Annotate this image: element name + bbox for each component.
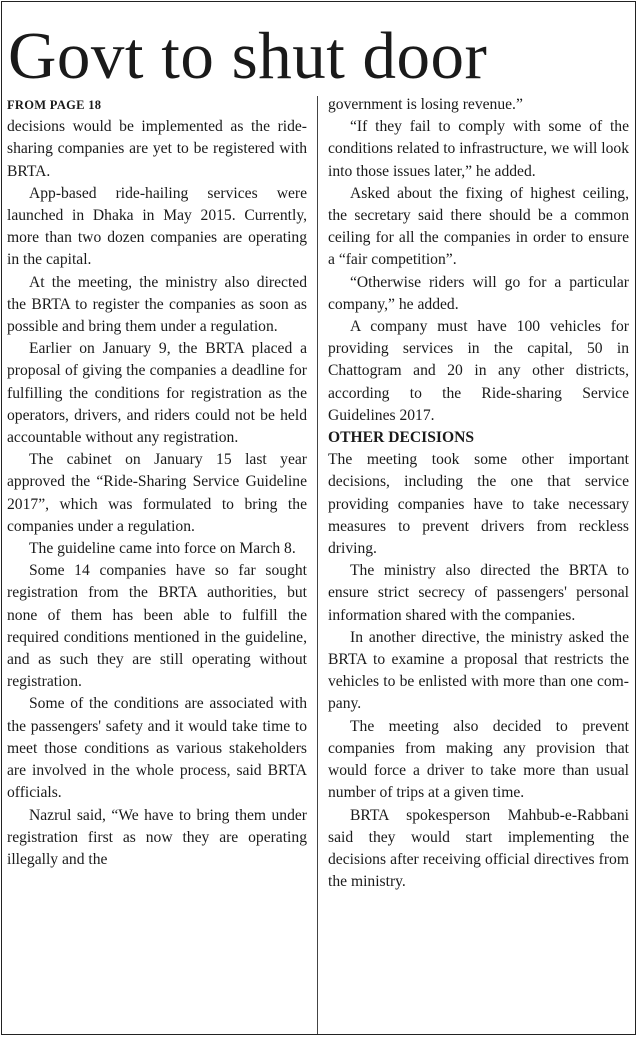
article-paragraph: The ministry also directed the BRTA to ensure strict secrecy of passengers' personal information shared with the companies. <box>328 562 629 624</box>
article-paragraph: The meeting took some other important decisions, including the one that service providing companies have to take necessary measures to prevent drivers from reckless driving. <box>328 451 629 558</box>
article-paragraph: Some 14 companies have so far sought registration from the BRTA authorities, but none of them has been able to fulfill the required conditions mentioned in the guideline, and as such they are still operating without registration. <box>7 562 307 691</box>
article-paragraph: Asked about the fixing of highest ceiling, the secretary said there should be a common ceiling for all the companies in order to ensure a “fair competition”. <box>328 184 629 269</box>
article-paragraph: “If they fail to comply with some of the conditions related to infrastructure, we will look into those issues later,” he added. <box>328 118 629 180</box>
article-paragraph: Earlier on January 9, the BRTA placed a proposal of giving the companies a deadline for fulfilling the conditions for registration as the operators, drivers, and riders could not be held accountable without any registration. <box>7 340 307 447</box>
article-paragraph: In another directive, the ministry asked the BRTA to examine a proposal that restricts the vehicles to be enlisted with more than one company. <box>328 628 629 713</box>
article-paragraph: “Otherwise riders will go for a particular company,” he added. <box>328 273 629 313</box>
article-paragraph: BRTA spokesperson Mahbub-e-Rabbani said they would start implementing the decisions after receiving official directives from the ministry. <box>328 806 629 891</box>
article-paragraph: At the meeting, the ministry also directed the BRTA to register the companies as soon as possible and bring them under a regulation. <box>7 273 307 336</box>
article-paragraph: The cabinet on January 15 last year approved the “Ride-Sharing Service Guideline 2017”, which was formulated to bring the companies under a regulation. <box>7 451 307 535</box>
article-paragraph: App-based ride-hailing services were launched in Dhaka in May 2015. Currently, more than two dozen companies are operating in the capital. <box>7 184 307 269</box>
left-column <box>7 94 307 871</box>
article-paragraph: Nazrul said, “We have to bring them under registration first as now they are operating illegally and the <box>7 806 307 868</box>
article-paragraph: decisions would be implemented as the ride-sharing companies are yet to be registered with BRTA. <box>7 118 307 180</box>
column-divider <box>317 96 318 1034</box>
right-column <box>328 94 629 893</box>
section-subhead: OTHER DECISIONS <box>328 429 475 447</box>
article-paragraph: The meeting also decided to prevent companies from making any provision that would force a driver to take more than usual number of trips at a given time. <box>328 717 629 802</box>
article-paragraph: The guideline came into force on March 8. <box>29 540 296 558</box>
article-paragraph: government is losing revenue.” <box>328 96 523 113</box>
headline: Govt to shut door <box>8 19 488 93</box>
continuation-kicker: FROM PAGE 18 <box>7 98 102 112</box>
article-paragraph: Some of the conditions are associated with the passengers' safety and it would take time to meet those conditions as various stakeholders are involved in the whole process, said BRTA officials. <box>7 695 307 802</box>
article-paragraph: A company must have 100 vehicles for providing services in the capital, 50 in Chattogram and 20 in any other districts, according to the Ride-sharing Service Guidelines 2017. <box>328 318 629 424</box>
